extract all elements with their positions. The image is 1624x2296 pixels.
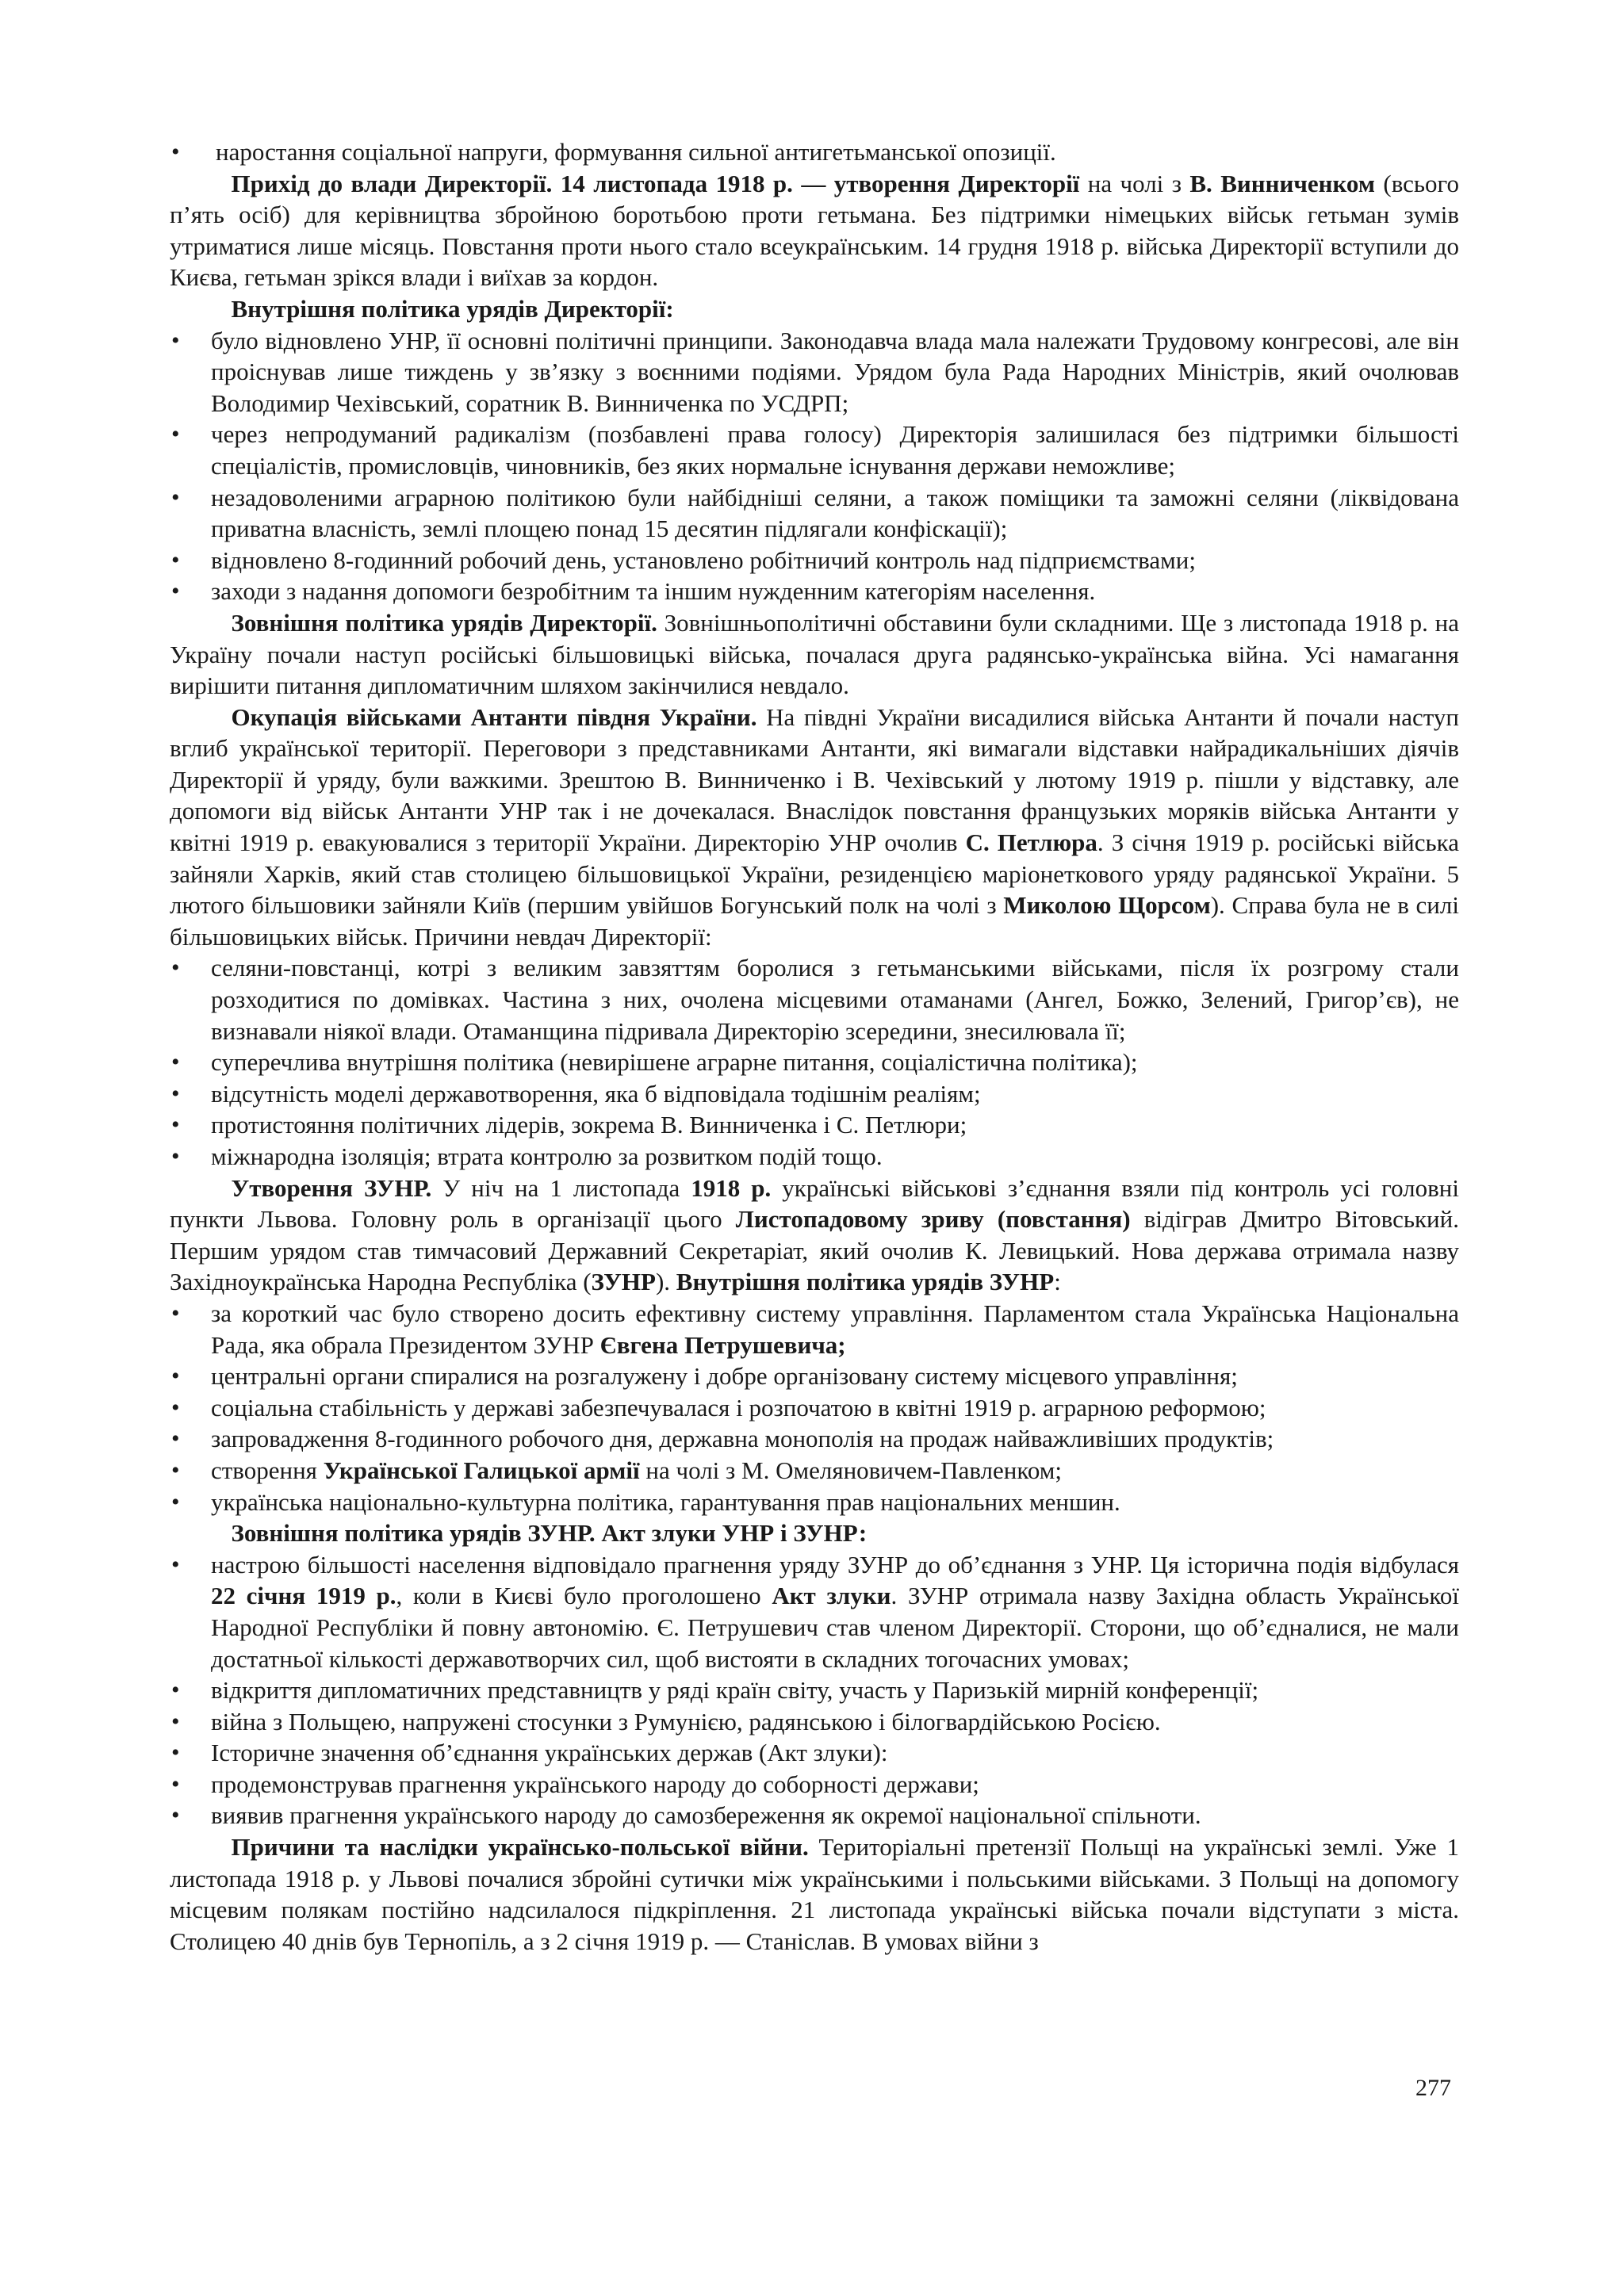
section-heading: Причини та наслідки українсько-польської війни.	[231, 1833, 809, 1862]
list-item: • відсутність моделі державотворення, яка б відповідала тодішнім реаліям;	[170, 1078, 1459, 1110]
section-heading: Окупація військами Антанти півдня України.	[231, 702, 757, 731]
list-item: • заходи з надання допомоги безробітним та іншим нужденним категоріям населення.	[170, 576, 1459, 607]
list-item: • соціальна стабільність у державі забезпечувалася і розпочатою в квітні 1919 р. аграрною реформою;	[170, 1392, 1459, 1424]
person-name: Євгена Петрушевича;	[599, 1330, 846, 1359]
zunr-internal-policy-list	[170, 1298, 1459, 1517]
person-name: Миколою Щорсом	[1003, 891, 1211, 920]
list-item: • продемонстрував прагнення українського народу до соборності держави;	[170, 1769, 1459, 1800]
directory-foreign-policy-paragraph: Зовнішня політика урядів Директорії. Зовнішньополітичні обставини були складними. Ще з листопада 1918 р. на Україну почали наступ російські більшовицькі війська, почалася друга радянсько-українська війна. Усі намагання вирішити питання дипломатичним шляхом закінчилися невдало.	[170, 608, 1459, 700]
zunr-foreign-policy-list	[170, 1549, 1459, 1831]
list-item: • міжнародна ізоляція; втрата контролю за розвитком подій тощо.	[170, 1141, 1459, 1173]
list-item: • настрою більшості населення відповідало прагнення уряду ЗУНР до об’єднання з УНР. Ця історична подія відбулася 22 січня 1919 р., коли в Києві було проголошено Акт злуки. ЗУНР отримала назву Західна область Української Народної Республіки й повну автономію. Є. Петрушевич став членом Директорії. Сторони, що об’єдналися, не мали достатньої кількості державотворчих сил, щоб вистояти в складних тогочасних умовах;	[170, 1549, 1459, 1674]
list-item: • протистояння політичних лідерів, зокрема В. Винниченка і С. Петлюри;	[170, 1109, 1459, 1141]
person-name: В. Винниченком	[1189, 169, 1375, 197]
list-item: • незадоволеними аграрною політикою були найбідніші селяни, а також поміщики та заможні селяни (ліквідована приватна власність, землі площею понад 15 десятин підлягали конфіскації);	[170, 482, 1459, 545]
zunr-formation-paragraph: Утворення ЗУНР. У ніч на 1 листопада 1918 р. українські військові з’єднання взяли під контроль усі головні пункти Львова. Головну роль в організації цього Листопадовому зриву (повстання) відіграв Дмитро Вітовський. Першим урядом став тимчасовий Державний Секретаріат, який очолив К. Левицький. Нова держава отримала назву Західноукраїнська Народна Республіка (ЗУНР). Внутрішня політика урядів ЗУНР:	[170, 1173, 1459, 1296]
list-item: • суперечлива внутрішня політика (невирішене аграрне питання, соціалістична політика);	[170, 1047, 1459, 1078]
list-item: • через непродуманий радикалізм (позбавлені права голосу) Директорія залишилася без підтримки більшості спеціалістів, промисловців, чиновників, без яких нормальне існування держави неможливе;	[170, 419, 1459, 481]
section-heading: Внутрішня політика урядів ЗУНР	[676, 1268, 1055, 1296]
list-item: • центральні органи спиралися на розгалужену і добре організовану систему місцевого управління;	[170, 1360, 1459, 1392]
section-heading: Зовнішня політика урядів ЗУНР. Акт злуки УНР і ЗУНР:	[231, 1519, 868, 1548]
list-item: • відновлено 8-годинний робочий день, установлено робітничий контроль над підприємствами;	[170, 545, 1459, 576]
list-item: • селяни-повстанці, котрі з великим завзяттям боролися з гетьманськими військами, після їх розгрому стали розходитися по домівках. Частина з них, очолена місцевими отаманами (Ангел, Божко, Зелений, Григор’єв), не визнавали ніякої влади. Отаманщина підривала Директорію зсередини, знесилювала її;	[170, 952, 1459, 1047]
page-number: 277	[1415, 2075, 1451, 2101]
list-item: • виявив прагнення українського народу до самозбереження як окремої національної спільноти.	[170, 1800, 1459, 1831]
directory-internal-policy-list	[170, 325, 1459, 607]
list-item: • за короткий час було створено досить ефективну систему управління. Парламентом стала Українська Національна Рада, яка обрала Президентом ЗУНР Євгена Петрушевича;	[170, 1298, 1459, 1360]
list-item: • було відновлено УНР, її основні політичні принципи. Законодавча влада мала належати Трудовому конгресові, але він проіснував лише тиждень у зв’язку з воєнними подіями. Урядом була Рада Народних Міністрів, який очолював Володимир Чехівський, соратник В. Винниченка по УСДРП;	[170, 325, 1459, 419]
polish-war-paragraph: Причини та наслідки українсько-польської війни. Територіальні претензії Польщі на українські землі. Уже 1 листопада 1918 р. у Львові почалися збройні сутички між українськими і польськими військами. З Польщі на допомогу місцевим полякам постійно надсилалося підкріплення. 21 листопада українські війська почали відступати з міста. Столицею 40 днів був Тернопіль, а з 2 січня 1919 р. — Станіслав. В умовах війни з	[170, 1833, 1459, 1955]
list-item: • запровадження 8-годинного робочого дня, державна монополія на продаж найважливіших продуктів;	[170, 1423, 1459, 1455]
section-heading: Внутрішня політика урядів Директорії:	[231, 294, 674, 323]
list-item: • Історичне значення об’єднання українських держав (Акт злуки):	[170, 1737, 1459, 1769]
list-item: • відкриття дипломатичних представництв у ряді країн світу, участь у Паризькій мирній конференції;	[170, 1674, 1459, 1706]
section-heading: Зовнішня політика урядів Директорії.	[231, 608, 657, 637]
section-heading: Утворення ЗУНР.	[231, 1173, 432, 1202]
directory-rise-paragraph: Прихід до влади Директорії. 14 листопада 1918 р. — утворення Директорії на чолі з В. Винниченком (всього п’ять осіб) для керівництва збройною боротьбою проти гетьмана. Без підтримки німецьких військ гетьман зумів утриматися лише місяць. Повстання проти нього стало всеукраїнським. 14 грудня 1918 р. війська Директорії вступили до Києва, гетьман зрікся влади і виїхав за кордон.	[170, 169, 1459, 292]
section-heading: Прихід до влади Директорії. 14 листопада 1918 р. — утворення Директорії	[231, 169, 1080, 197]
directory-failure-reasons-list	[170, 952, 1459, 1172]
list-item: • створення Української Галицької армії на чолі з М. Омеляновичем-Павленком;	[170, 1455, 1459, 1487]
list-item: • війна з Польщею, напружені стосунки з Румунією, радянською і білогвардійською Росією.	[170, 1706, 1459, 1738]
list-item: • наростання соціальної напруги, формування сильної антигетьманської опозиції.	[170, 136, 1459, 168]
intro-bullets	[170, 136, 1459, 168]
person-name: С. Петлюра	[965, 828, 1097, 857]
list-item: • українська національно-культурна політика, гарантування прав національних меншин.	[170, 1487, 1459, 1518]
entente-occupation-paragraph: Окупація військами Антанти півдня України. На півдні України висадилися війська Антанти й почали наступ вглиб української території. Переговори з представниками Антанти, які вимагали відставки найрадикальніших діячів Директорії й уряду, були важкими. Зрештою В. Винниченко і В. Чехівський у лютому 1919 р. пішли у відставку, але допомоги від військ Антанти УНР так і не дочекалася. Внаслідок повстання французьких моряків війська Антанти у квітні 1919 р. евакуювалися з території України. Директорію УНР очолив С. Петлюра. З січня 1919 р. російські війська зайняли Харків, який став столицею більшовицької України, резиденцією маріонеткового уряду радянської України. 5 лютого більшовики зайняли Київ (першим увійшов Богунський полк на чолі з Миколою Щорсом). Справа була не в силі більшовицьких військ. Причини невдач Директорії:	[170, 702, 1460, 951]
